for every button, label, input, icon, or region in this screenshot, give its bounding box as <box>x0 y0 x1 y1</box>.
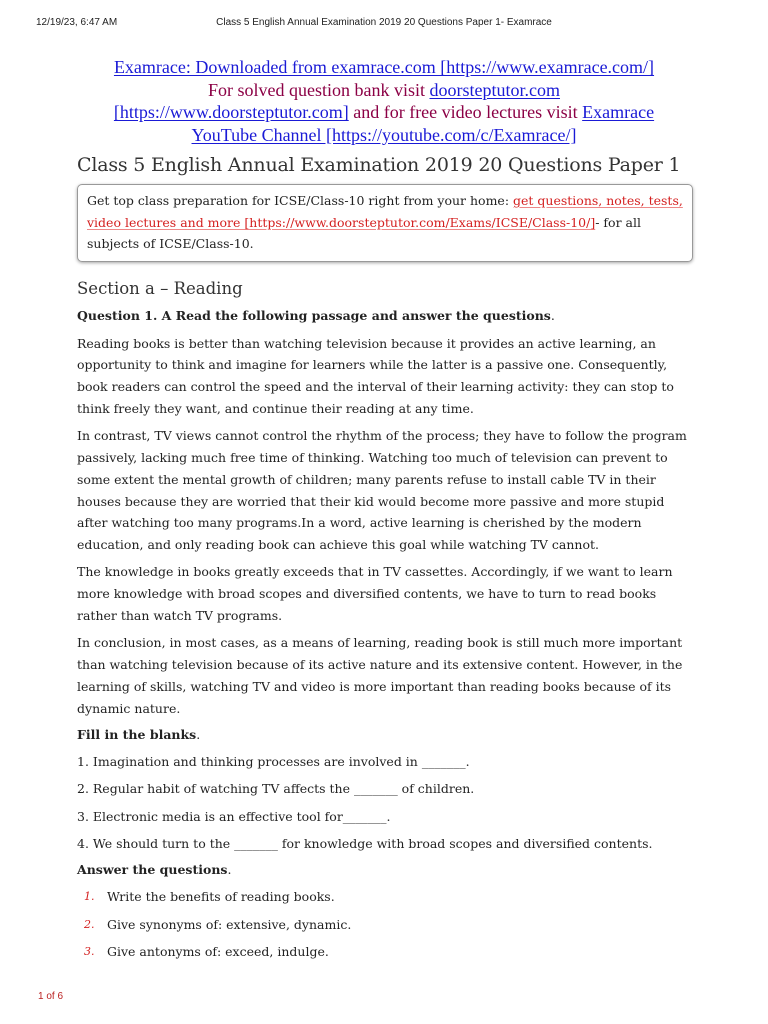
banner-video-lectures-text: and for free video lectures visit <box>348 102 583 122</box>
list-number: 1. <box>84 890 95 904</box>
source-banner <box>60 56 708 146</box>
question-heading <box>77 306 693 326</box>
promo-box <box>77 184 693 262</box>
section-heading: Section a – Reading <box>77 278 243 298</box>
doorsteptutor-link[interactable]: doorsteptutor.com <box>429 79 560 100</box>
examrace-download-link[interactable]: Examrace: Downloaded from examrace.com [https://www.examrace.com/] <box>113 57 655 77</box>
question-heading-text: Question 1. A Read the following passage and answer the questions <box>77 307 551 323</box>
banner-question-bank-text: For solved question bank visit <box>208 79 430 100</box>
passage-paragraph: In contrast, TV views cannot control the rhythm of the process; they have to follow the program passively, lacking much free time of thinking. Watching too much of television can prevent to some extent the mental growth of children; many parents refuse to install cable TV in their houses because they are worried that their kid would become more passive and more stupid after watching too many programs.In a word, active learning is cherished by the modern education, and only reading book can achieve this goal while watching TV cannot. <box>77 428 687 553</box>
doorsteptutor-url-link[interactable]: [https://www.doorsteptutor.com] <box>113 102 349 122</box>
examrace-youtube-link-part1[interactable]: Examrace <box>582 102 655 122</box>
answer-questions-heading-period: . <box>227 862 232 878</box>
page-counter: 1 of 6 <box>38 991 64 1002</box>
answer-question-text: Write the benefits of reading books. <box>107 889 335 905</box>
fill-blanks-heading <box>77 725 693 745</box>
passage-paragraph: In conclusion, in most cases, as a means of learning, reading book is still much more important than watching television because of its active nature and its extensive content. However, in the learning of skills, watching TV and video is more important than reading books because of its dynamic nature. <box>77 635 683 716</box>
print-date: 12/19/23, 6:47 AM <box>36 17 118 28</box>
main-content <box>77 152 693 969</box>
promo-suffix: - for all subjects of ICSE/Class-10. <box>87 214 641 251</box>
blank-item: 3. Electronic media is an effective tool for_______. <box>77 808 391 824</box>
answer-list-item <box>77 886 693 907</box>
answer-questions-heading-text: Answer the questions <box>77 862 228 878</box>
answer-questions-heading <box>77 860 693 880</box>
answer-list <box>77 886 693 962</box>
answer-list-item <box>77 914 693 935</box>
print-header <box>0 17 768 31</box>
passage-paragraph: The knowledge in books greatly exceeds that in TV cassettes. Accordingly, if we want to learn more knowledge with broad scopes and diversified contents, we have to turn to read books rather than watch TV programs. <box>77 564 673 624</box>
promo-link[interactable]: get questions, notes, tests, video lectures and more [https://www.doorsteptutor.com/Exams/ICSE/Class-10/] <box>87 193 683 230</box>
list-number: 2. <box>84 917 95 931</box>
print-document-title: Class 5 English Annual Examination 2019 20 Questions Paper 1- Examrace <box>216 17 552 28</box>
answer-question-text: Give synonyms of: extensive, dynamic. <box>107 916 352 932</box>
fill-blanks-heading-text: Fill in the blanks <box>77 727 197 743</box>
list-number: 3. <box>84 945 95 959</box>
blank-item: 4. We should turn to the _______ for knowledge with broad scopes and diversified contents. <box>77 835 653 851</box>
fill-blanks-heading-period: . <box>196 727 201 743</box>
passage-paragraph: Reading books is better than watching television because it provides an active learning, an opportunity to think and imagine for learners while the latter is a passive one. Consequently, book readers can control the speed and the interval of their learning activity: they can stop to think freely they want, and continue their reading at any time. <box>77 335 674 416</box>
promo-text: Get top class preparation for ICSE/Class-10 right from your home: <box>87 193 514 208</box>
examrace-youtube-link-part2[interactable]: YouTube Channel [https://youtube.com/c/Examrace/] <box>191 124 577 145</box>
answer-question-text: Give antonyms of: exceed, indulge. <box>107 944 329 960</box>
page-title: Class 5 English Annual Examination 2019 20 Questions Paper 1 <box>77 154 681 176</box>
question-heading-period: . <box>550 307 555 323</box>
blank-item: 2. Regular habit of watching TV affects the _______ of children. <box>77 781 475 797</box>
blank-item: 1. Imagination and thinking processes are involved in _______. <box>77 754 470 770</box>
answer-list-item <box>77 941 693 962</box>
